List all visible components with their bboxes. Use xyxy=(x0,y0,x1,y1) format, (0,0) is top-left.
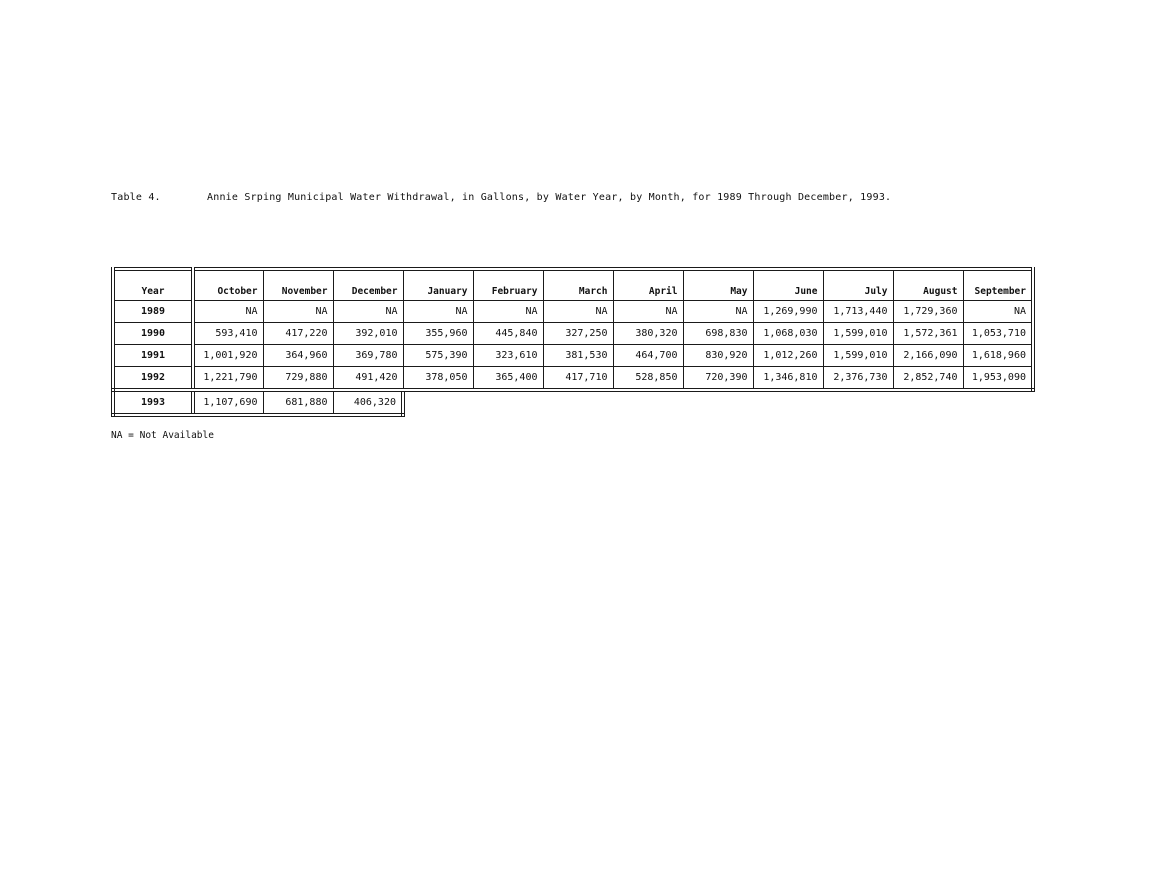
table-cell: 1,068,030 xyxy=(753,323,823,345)
table-row xyxy=(113,390,1033,415)
table-cell: 681,880 xyxy=(263,390,333,415)
table-cell: 1,953,090 xyxy=(963,367,1033,391)
water-withdrawal-table-container xyxy=(111,267,1035,417)
column-header-june: June xyxy=(753,269,823,301)
column-header-november: November xyxy=(263,269,333,301)
footnote: NA = Not Available xyxy=(111,430,214,441)
table-cell: NA xyxy=(963,301,1033,323)
table-cell: 392,010 xyxy=(333,323,403,345)
table-number: Table 4. xyxy=(111,192,161,203)
table-cell: 1,269,990 xyxy=(753,301,823,323)
table-cell: 2,376,730 xyxy=(823,367,893,391)
table-cell: 369,780 xyxy=(333,345,403,367)
table-cell: 729,880 xyxy=(263,367,333,391)
table-cell: 830,920 xyxy=(683,345,753,367)
column-header-year: Year xyxy=(113,269,193,301)
table-cell: 355,960 xyxy=(403,323,473,345)
table-cell: 1,599,010 xyxy=(823,323,893,345)
empty-cell xyxy=(403,390,1033,415)
column-header-may: May xyxy=(683,269,753,301)
table-cell: 323,610 xyxy=(473,345,543,367)
table-cell: 378,050 xyxy=(403,367,473,391)
table-caption xyxy=(111,192,891,203)
table-cell: 417,710 xyxy=(543,367,613,391)
header-row xyxy=(113,269,1033,301)
table-cell: 406,320 xyxy=(333,390,403,415)
table-cell: 528,850 xyxy=(613,367,683,391)
column-header-february: February xyxy=(473,269,543,301)
table-cell: 365,400 xyxy=(473,367,543,391)
column-header-september: September xyxy=(963,269,1033,301)
table-row xyxy=(113,345,1033,367)
table-cell: 464,700 xyxy=(613,345,683,367)
table-cell: 698,830 xyxy=(683,323,753,345)
table-cell: 1,221,790 xyxy=(193,367,263,391)
table-row xyxy=(113,301,1033,323)
table-cell: NA xyxy=(613,301,683,323)
table-cell: 327,250 xyxy=(543,323,613,345)
table-cell: 2,852,740 xyxy=(893,367,963,391)
row-year: 1989 xyxy=(113,301,193,323)
table-cell: NA xyxy=(473,301,543,323)
table-cell: 1,713,440 xyxy=(823,301,893,323)
table-title: Annie Srping Municipal Water Withdrawal, in Gallons, by Water Year, by Month, for 1989 Through December, 1993. xyxy=(207,192,892,203)
table-cell: 417,220 xyxy=(263,323,333,345)
table-cell: 1,012,260 xyxy=(753,345,823,367)
table-cell: NA xyxy=(403,301,473,323)
table-cell: 445,840 xyxy=(473,323,543,345)
table-cell: 364,960 xyxy=(263,345,333,367)
table-cell: 1,618,960 xyxy=(963,345,1033,367)
water-withdrawal-table xyxy=(111,267,1035,417)
column-header-august: August xyxy=(893,269,963,301)
table-cell: 575,390 xyxy=(403,345,473,367)
table-cell: 593,410 xyxy=(193,323,263,345)
table-row xyxy=(113,323,1033,345)
column-header-march: March xyxy=(543,269,613,301)
table-row xyxy=(113,367,1033,391)
table-cell: 1,346,810 xyxy=(753,367,823,391)
column-header-december: December xyxy=(333,269,403,301)
column-header-october: October xyxy=(193,269,263,301)
table-cell: 1,729,360 xyxy=(893,301,963,323)
table-cell: NA xyxy=(193,301,263,323)
column-header-april: April xyxy=(613,269,683,301)
table-cell: 381,530 xyxy=(543,345,613,367)
row-year: 1990 xyxy=(113,323,193,345)
table-cell: NA xyxy=(683,301,753,323)
table-cell: 1,001,920 xyxy=(193,345,263,367)
table-cell: 720,390 xyxy=(683,367,753,391)
table-cell: NA xyxy=(543,301,613,323)
table-cell: NA xyxy=(263,301,333,323)
table-cell: 380,320 xyxy=(613,323,683,345)
table-cell: NA xyxy=(333,301,403,323)
column-header-january: January xyxy=(403,269,473,301)
table-cell: 1,107,690 xyxy=(193,390,263,415)
row-year: 1991 xyxy=(113,345,193,367)
table-cell: 1,599,010 xyxy=(823,345,893,367)
table-cell: 1,053,710 xyxy=(963,323,1033,345)
table-cell: 1,572,361 xyxy=(893,323,963,345)
row-year: 1993 xyxy=(113,390,193,415)
column-header-july: July xyxy=(823,269,893,301)
table-cell: 2,166,090 xyxy=(893,345,963,367)
table-cell: 491,420 xyxy=(333,367,403,391)
row-year: 1992 xyxy=(113,367,193,391)
